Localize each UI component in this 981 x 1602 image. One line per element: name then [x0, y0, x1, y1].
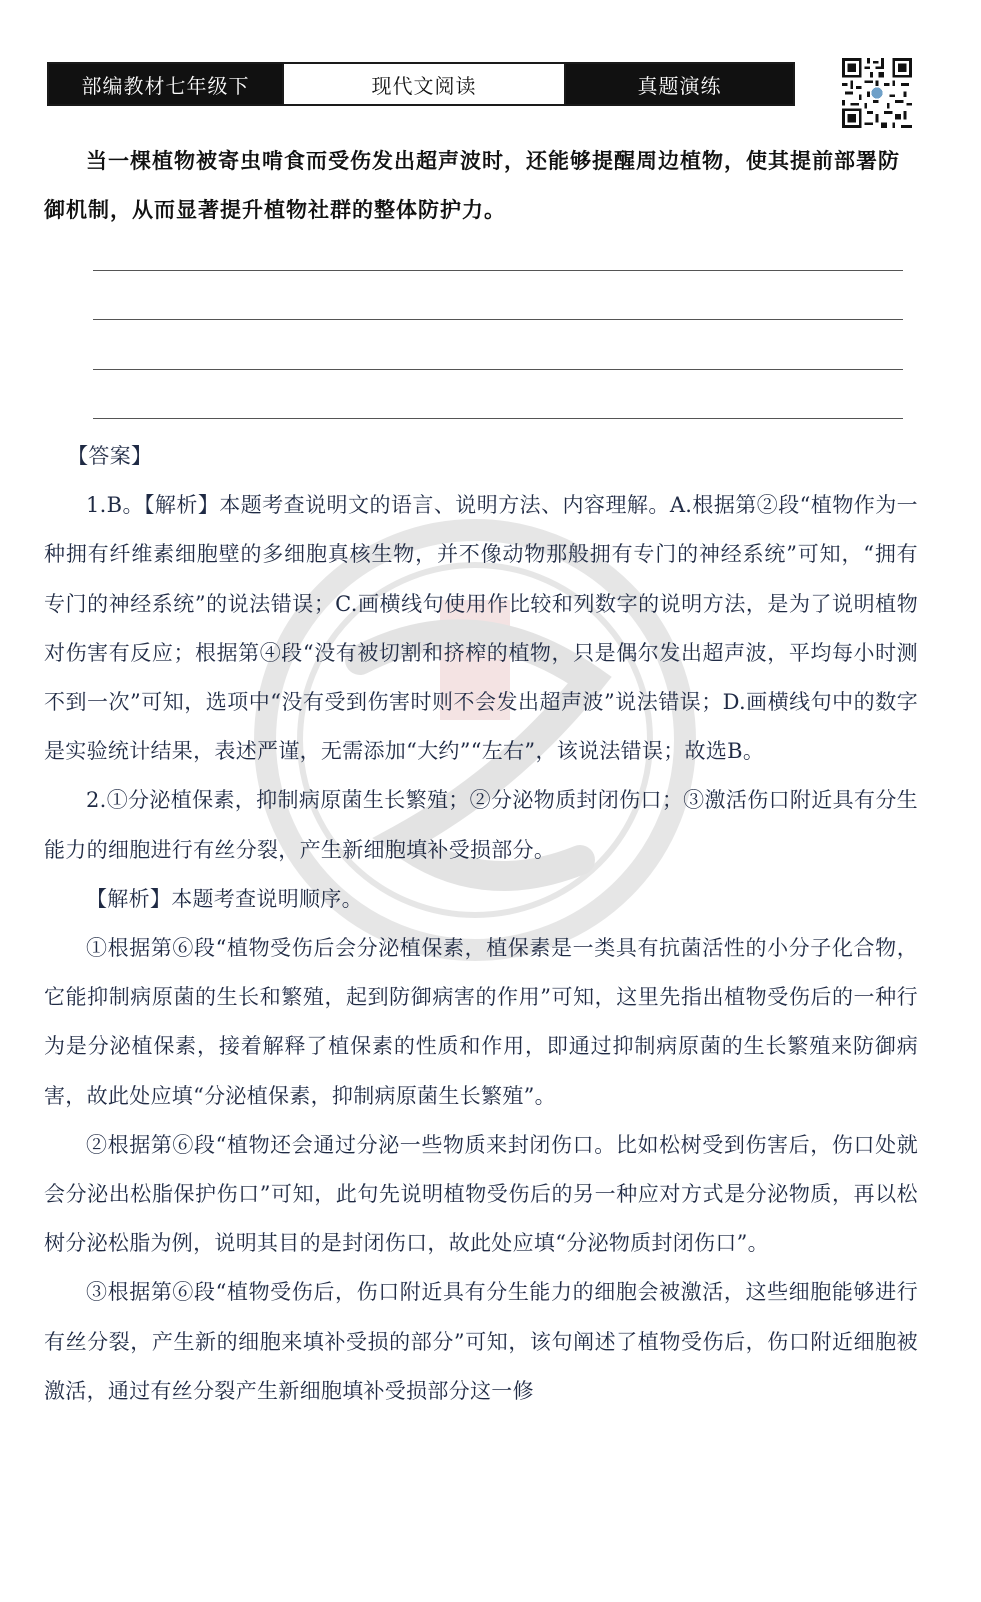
answer-paragraph: ①根据第⑥段“植物受伤后会分泌植保素，植保素是一类具有抗菌活性的小分子化合物，它能抑制病原菌的生长和繁殖，起到防御病害的作用”可知，这里先指出植物受伤后的一种行为是分泌植保素，接着解释了植保素的性质和作用，即通过抑制病原菌的生长繁殖来防御病害，故此处应填“分泌植保素，抑制病原菌生长繁殖”。 [44, 936, 918, 1108]
answer-paragraph: 【解析】本题考查说明顺序。 [86, 886, 363, 911]
answer-heading: 【答案】 [67, 444, 153, 468]
header-textbook: 部编教材七年级下 [49, 64, 282, 104]
answer-paragraph: 1.B。【解析】本题考查说明文的语言、说明方法、内容理解。A.根据第②段“植物作为一种拥有纤维素细胞壁的多细胞真核生物，并不像动物那般拥有专门的神经系统”可知，“拥有专门的神经系统”的说法错误；C.画横线句使用作比较和列数字的说明方法，是为了说明植物对伤害有反应；根据第④段“没有被切割和挤榨的植物，只是偶尔发出超声波，平均每小时测不到一次”可知，选项中“没有受到伤害时则不会发出超声波”说法错误；D.画横线句中的数字是实验统计结果，表述严谨，无需添加“大约”“左右”，该说法错误；故选B。 [44, 493, 918, 764]
header-bar [47, 62, 795, 106]
answer-section [44, 432, 918, 1416]
answer-line-3 [93, 369, 903, 370]
prompt-sentence: 当一棵植物被寄虫啃食而受伤发出超声波时，还能够提醒周边植物，使其提前部署防御机制，从而显著提升植物社群的整体防护力。 [44, 148, 900, 222]
answer-line-4 [93, 418, 903, 419]
header-type: 真题演练 [566, 64, 793, 104]
answer-line-2 [93, 319, 903, 320]
answer-paragraph: ③根据第⑥段“植物受伤后，伤口附近具有分生能力的细胞会被激活，这些细胞能够进行有丝分裂，产生新的细胞来填补受损的部分”可知，该句阐述了植物受伤后，伤口附近细胞被激活，通过有丝分裂产生新细胞填补受损部分这一修 [44, 1280, 918, 1403]
header-section: 现代文阅读 [282, 64, 566, 104]
qr-code-icon [842, 58, 912, 128]
answer-line-1 [93, 270, 903, 271]
answer-paragraph: ②根据第⑥段“植物还会通过分泌一些物质来封闭伤口。比如松树受到伤害后，伤口处就会分泌出松脂保护伤口”可知，此句先说明植物受伤后的另一种应对方式是分泌物质，再以松树分泌松脂为例，说明其目的是封闭伤口，故此处应填“分泌物质封闭伤口”。 [44, 1132, 918, 1256]
answer-paragraph: 2.①分泌植保素，抑制病原菌生长繁殖；②分泌物质封闭伤口；③激活伤口附近具有分生能力的细胞进行有丝分裂，产生新细胞填补受损部分。 [44, 788, 918, 862]
